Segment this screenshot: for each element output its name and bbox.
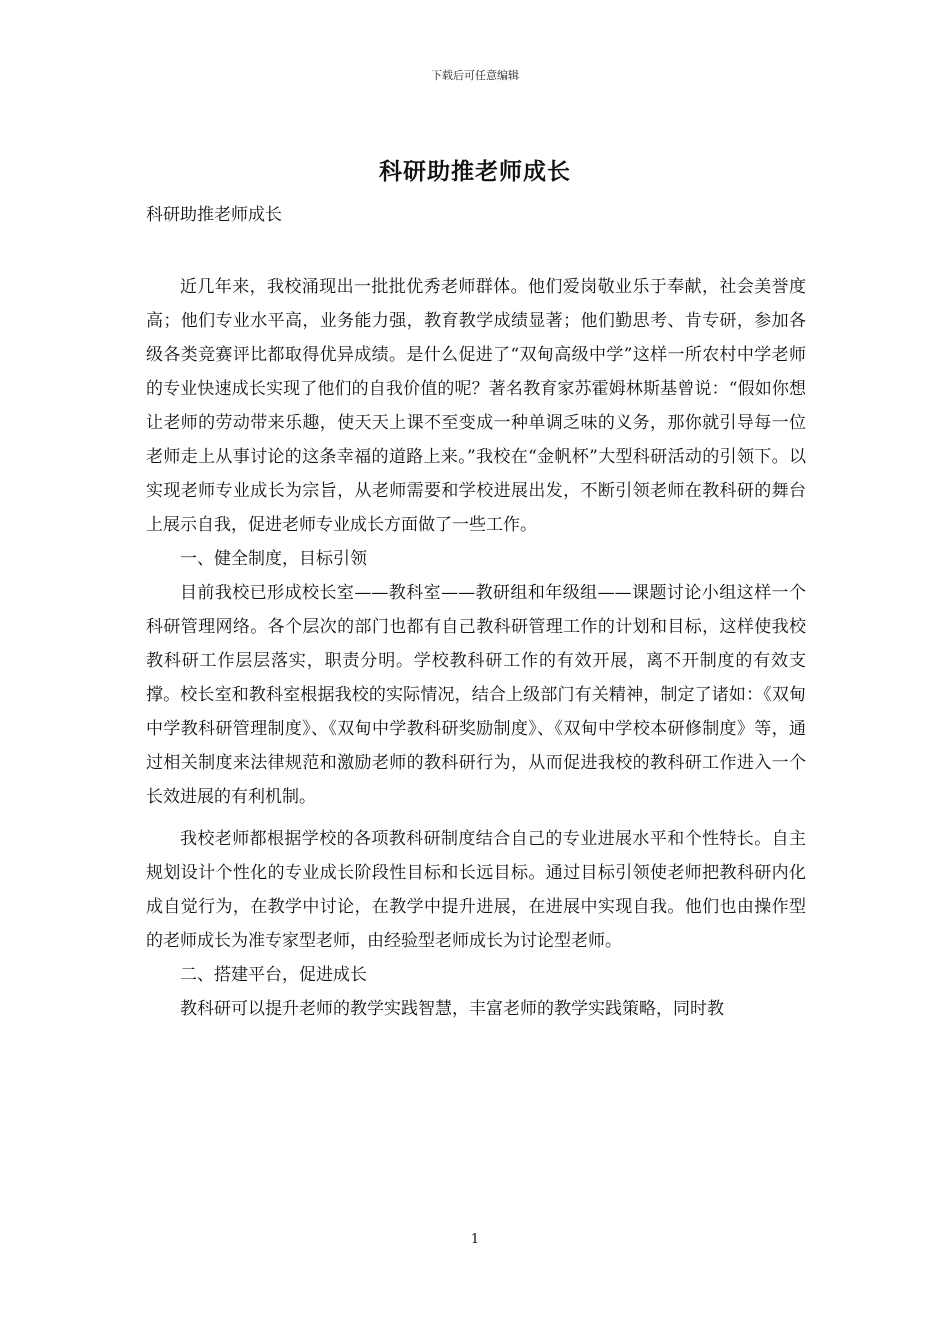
paragraph-platform: 教科研可以提升老师的教学实践智慧，丰富老师的教学实践策略，同时教 (180, 999, 724, 1019)
paragraph-goals: 我校老师都根据学校的各项教科研制度结合自己的专业进展水平和个性特长。自主规划设计个性化的专业成长阶段性目标和长远目标。通过目标引领使老师把教科研内化成自觉行为，在教学中讨论，在教学中提升进展，在进展中实现自我。他们也由操作型的老师成长为准专家型老师，由经验型老师成长为讨论型老师。 (146, 829, 806, 951)
document-body (146, 270, 806, 1026)
document-title: 科研助推老师成长 (379, 158, 571, 185)
paragraph-intro: 近几年来，我校涌现出一批批优秀老师群体。他们爱岗敬业乐于奉献，社会美誉度高；他们专业水平高，业务能力强，教育教学成绩显著；他们勤思考、肯专研，参加各级各类竞赛评比都取得优异成绩。是什么促进了“双甸高级中学”这样一所农村中学老师的专业快速成长实现了他们的自我价值的呢？著名教育家苏霍姆林斯基曾说：“假如你想让老师的劳动带来乐趣，使天天上课不至变成一种单调乏味的义务，那你就引导每一位老师走上从事讨论的这条幸福的道路上来。”我校在“金帆杯”大型科研活动的引领下。以实现老师专业成长为宗旨，从老师需要和学校进展出发，不断引领老师在教科研的舞台上展示自我，促进老师专业成长方面做了一些工作。 (146, 277, 806, 535)
section-heading-2: 二、搭建平台，促进成长 (180, 965, 367, 985)
document-subtitle: 科研助推老师成长 (146, 205, 282, 225)
page-header: 下载后可任意编辑 (431, 69, 519, 82)
page-number: 1 (470, 1232, 480, 1247)
section-heading-1: 一、健全制度，目标引领 (180, 549, 367, 569)
paragraph-system: 目前我校已形成校长室——教科室——教研组和年级组——课题讨论小组这样一个科研管理网络。各个层次的部门也都有自己教科研管理工作的计划和目标，这样使我校教科研工作层层落实，职责分明。学校教科研工作的有效开展，离不开制度的有效支撑。校长室和教科室根据我校的实际情况，结合上级部门有关精神，制定了诸如：《双甸中学教科研管理制度》、《双甸中学教科研奖励制度》、《双甸中学校本研修制度》等，通过相关制度来法律规范和激励老师的教科研行为，从而促进我校的教科研工作进入一个长效进展的有利机制。 (146, 583, 806, 807)
